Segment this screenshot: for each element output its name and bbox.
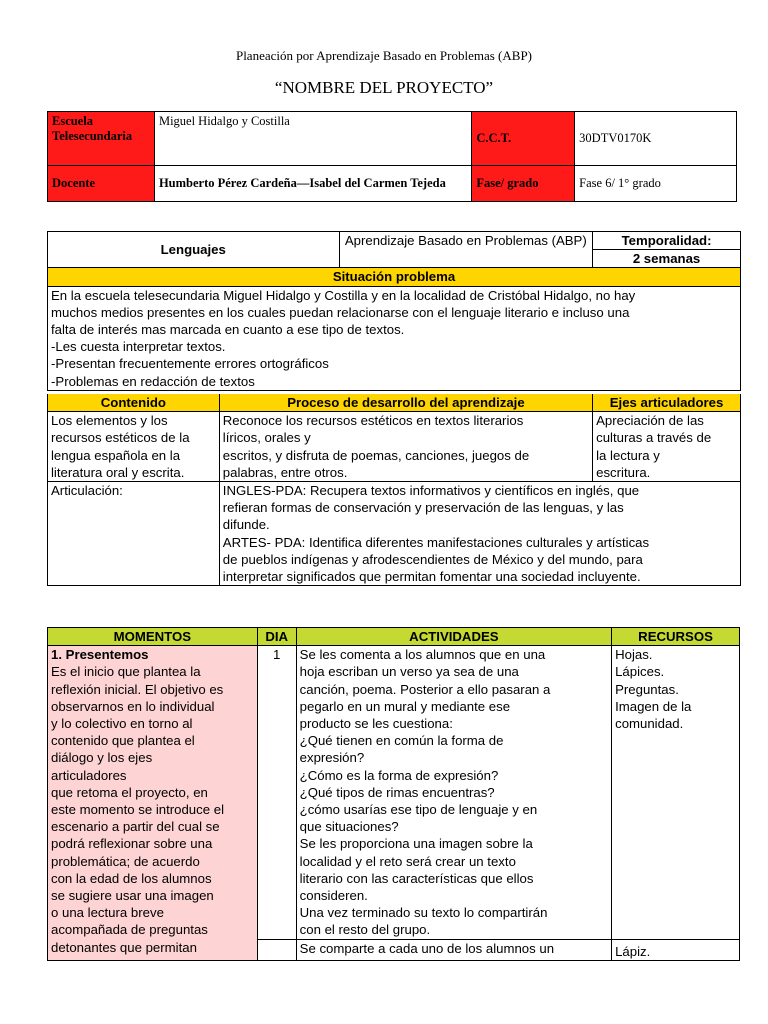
articulation-label: Articulación: — [48, 482, 220, 586]
content-line: literatura oral y escrita. — [51, 464, 185, 480]
moment-line: o una lectura breve — [51, 905, 164, 921]
content-text — [48, 412, 220, 482]
resource-line: comunidad. — [615, 716, 684, 732]
school-label: Escuela Telesecundaria — [48, 112, 155, 166]
axes-line: la lectura y — [596, 447, 660, 463]
content-line: lengua española en la — [51, 447, 181, 463]
activity-line: producto se les cuestiona: — [299, 716, 453, 732]
articulation-line: ARTES- PDA: Identifica diferentes manifestaciones culturales y artísticas — [222, 534, 650, 550]
articulation-line: refieran formas de conservación y preservación de las lenguas, y las — [222, 500, 624, 516]
activity-line: literario con las características que ellos — [299, 870, 534, 886]
activity-line: ¿Qué tienen en común la forma de — [299, 733, 504, 749]
situation-line: muchos medios presentes en los cuales puedan relacionarse con el lenguaje literario e incluso una — [51, 304, 630, 320]
situation-line: -Les cuesta interpretar textos. — [51, 339, 226, 355]
moment-line: acompañada de preguntas — [51, 922, 208, 938]
process-line: palabras, entre otros. — [222, 464, 348, 480]
cct-label: C.C.T. — [472, 112, 575, 166]
axes-header: Ejes articuladores — [593, 394, 741, 412]
moment-cell — [48, 646, 258, 961]
school-info-table — [47, 111, 737, 202]
situation-line: falta de interés mas marcada en cuanto a ese tipo de textos. — [51, 322, 405, 338]
project-info-table — [47, 231, 741, 391]
moment-line: problemática; de acuerdo — [51, 853, 200, 869]
resource-line: Preguntas. — [615, 681, 679, 697]
moment-line: contenido que plantea el — [51, 733, 195, 749]
moment-line: se sugiere usar una imagen — [51, 888, 214, 904]
time-value: 2 semanas — [593, 250, 741, 268]
activity-line: Una vez terminado su texto lo compartirán — [299, 905, 548, 921]
moments-header: MOMENTOS — [48, 628, 258, 646]
activity-line: ¿Qué tipos de rimas encuentras? — [299, 784, 495, 800]
axes-line: Apreciación de las — [596, 413, 704, 429]
activity-line: ¿Cómo es la forma de expresión? — [299, 767, 499, 783]
activity-cell-2: Se comparte a cada uno de los alumnos un — [296, 939, 611, 960]
activity-cell — [296, 646, 611, 939]
moment-line: escenario a partir del cual se — [51, 819, 220, 835]
field-name: Lenguajes — [48, 232, 340, 268]
moment-line: reflexión inicial. El objetivo es — [51, 681, 224, 697]
activity-line: que situaciones? — [299, 819, 399, 835]
situation-header: Situación problema — [48, 268, 741, 286]
phase-value: Fase 6/ 1° grado — [575, 166, 737, 202]
activity-line: Se les proporciona una imagen sobre la — [299, 836, 533, 852]
school-value: Miguel Hidalgo y Costilla — [154, 112, 471, 166]
resources-header: RECURSOS — [612, 628, 740, 646]
activity-line: localidad y el reto será crear un texto — [299, 853, 516, 869]
moment-line: detonantes que permitan — [51, 939, 197, 955]
day-cell: 1 — [257, 646, 296, 939]
moment-line: que retoma el proyecto, en — [51, 784, 208, 800]
day-header: DIA — [257, 628, 296, 646]
activity-line: canción, poema. Posterior a ello pasaran a — [299, 681, 551, 697]
activity-line: expresión? — [299, 750, 365, 766]
content-line: Los elementos y los — [51, 413, 168, 429]
axes-text — [593, 412, 741, 482]
process-line: escritos, y disfruta de poemas, canciones, juegos de — [222, 447, 530, 463]
axes-line: culturas a través de — [596, 430, 712, 446]
articulation-text — [219, 482, 740, 586]
moment-line: y lo colectivo en torno al — [51, 716, 193, 732]
process-line: líricos, orales y — [222, 430, 311, 446]
learning-process-table — [47, 394, 741, 586]
process-header: Proceso de desarrollo del aprendizaje — [219, 394, 592, 412]
resource-line: Hojas. — [615, 647, 653, 663]
content-line: recursos estéticos de la — [51, 430, 190, 446]
moment-line: diálogo y los ejes — [51, 750, 153, 766]
articulation-line: INGLES-PDA: Recupera textos informativos y científicos en inglés, que — [222, 483, 640, 499]
teacher-label: Docente — [48, 166, 155, 202]
axes-line: escritura. — [596, 464, 651, 480]
activities-header: ACTIVIDADES — [296, 628, 611, 646]
methodology: Aprendizaje Basado en Problemas (ABP) — [339, 232, 593, 268]
moment-title: 1. Presentemos — [51, 647, 149, 663]
resource-line: Lápices. — [615, 664, 665, 680]
situation-text — [48, 286, 741, 390]
resources-cell-2: Lápiz. — [612, 939, 740, 960]
process-text — [219, 412, 592, 482]
resources-cell — [612, 646, 740, 939]
activity-line: ¿cómo usarías ese tipo de lenguaje y en — [299, 802, 538, 818]
moment-line: con la edad de los alumnos — [51, 870, 212, 886]
moment-line: este momento se introduce el — [51, 802, 224, 818]
content-header: Contenido — [48, 394, 220, 412]
resource-line: Imagen de la — [615, 698, 692, 714]
cct-value: 30DTV0170K — [575, 112, 737, 166]
activities-table — [47, 627, 740, 961]
situation-line: -Presentan frecuentemente errores ortográficos — [51, 356, 329, 372]
moment-line: observarnos en lo individual — [51, 698, 215, 714]
moment-line: articuladores — [51, 767, 127, 783]
process-line: Reconoce los recursos estéticos en textos literarios — [222, 413, 524, 429]
time-label: Temporalidad: — [593, 232, 741, 250]
day-cell-2 — [257, 939, 296, 960]
articulation-line: de pueblos indígenas y afrodescendientes de México y del mundo, para — [222, 551, 643, 567]
teacher-value: Humberto Pérez Cardeña—Isabel del Carmen Tejeda — [154, 166, 471, 202]
articulation-line: interpretar significados que permitan fomentar una sociedad incluyente. — [222, 569, 641, 585]
activity-line: pegarlo en un mural y mediante ese — [299, 698, 511, 714]
moment-line: podrá reflexionar sobre una — [51, 836, 213, 852]
activity-line: con el resto del grupo. — [299, 922, 431, 938]
situation-line: En la escuela telesecundaria Miguel Hidalgo y Costilla y en la localidad de Cristóbal Hidalgo, no hay — [51, 287, 636, 303]
articulation-line: difunde. — [222, 517, 270, 533]
document-title: “NOMBRE DEL PROYECTO” — [274, 78, 494, 97]
activity-line: consideren. — [299, 888, 368, 904]
activity-line: hoja escriban un verso ya sea de una — [299, 664, 519, 680]
phase-label: Fase/ grado — [472, 166, 575, 202]
situation-line: -Problemas en redacción de textos — [51, 373, 255, 389]
document-subtitle: Planeación por Aprendizaje Basado en Problemas (ABP) — [235, 48, 533, 63]
activity-line: Se les comenta a los alumnos que en una — [299, 647, 546, 663]
moment-line: Es el inicio que plantea la — [51, 664, 201, 680]
